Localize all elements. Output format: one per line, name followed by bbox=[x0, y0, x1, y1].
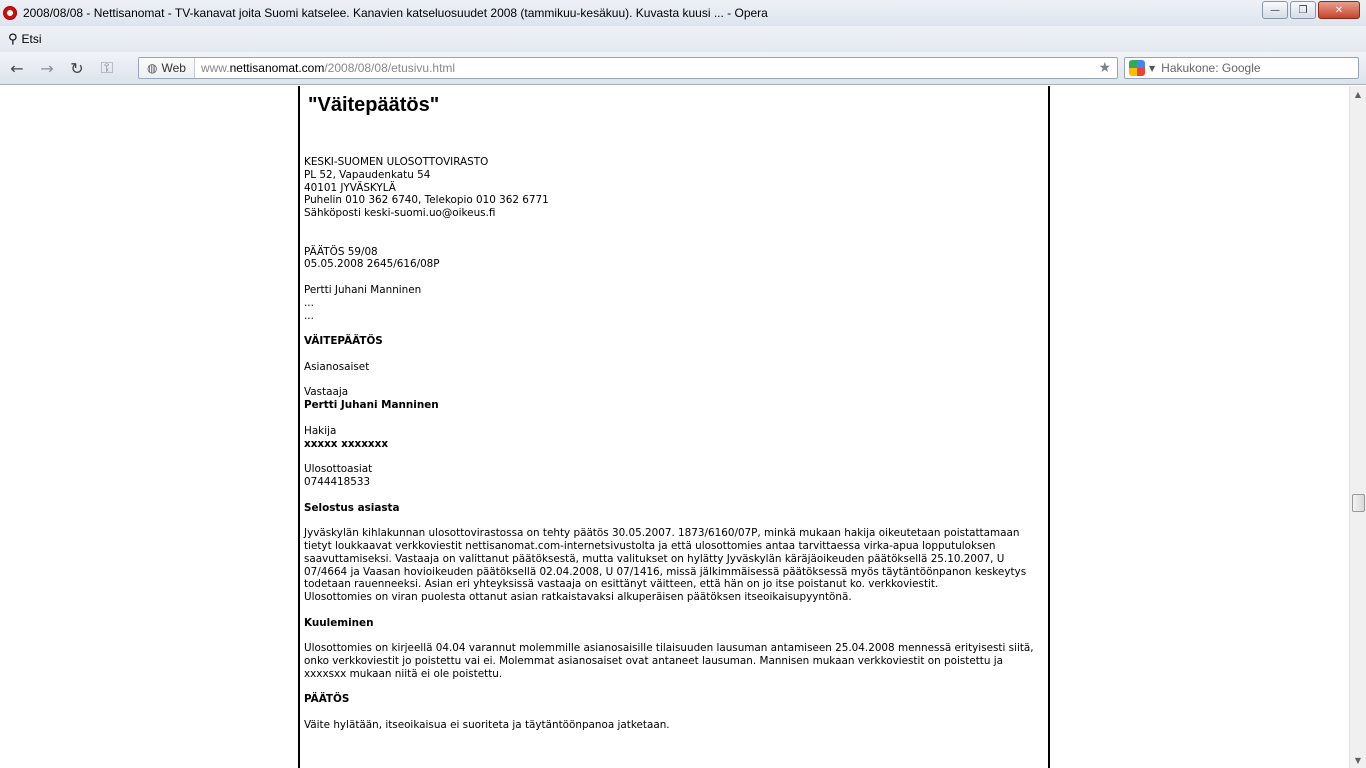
back-button[interactable] bbox=[4, 56, 30, 80]
document-body bbox=[304, 156, 1044, 745]
name-block: Pertti Juhani Manninen ... ... bbox=[304, 283, 422, 322]
search-menu-label: Etsi bbox=[21, 32, 42, 46]
globe-icon: ◍ bbox=[147, 61, 158, 75]
section-heading-selostus: Selostus asiasta bbox=[304, 501, 400, 514]
asianosaiset-label: Asianosaiset bbox=[304, 360, 370, 373]
ulosottoasiat-label: Ulosottoasiat bbox=[304, 463, 373, 476]
scroll-up-arrow-icon[interactable]: ▲ bbox=[1354, 89, 1362, 99]
scroll-down-arrow-icon[interactable]: ▼ bbox=[1354, 755, 1362, 765]
kuuleminen-text: Ulosottomies on kirjeellä 04.04 varannut molemmille asianosaisille tilaisuuden lausuman antamiseen 25.04.2008 mennessä erityisesti siitä, onko verkkoviestit jo poistettu vai ei. Molemmat asianosaiset ovat antaneet lausuman. Mannisen mukaan verkkoviestit on poistettu ja xxxxsxx mukaan niitä ei ole poistettu. bbox=[304, 642, 1034, 680]
bookmark-star-icon[interactable]: ★ bbox=[1098, 60, 1111, 76]
minimize-button[interactable]: — bbox=[1262, 1, 1288, 19]
section-heading-vaitepaatos: VÄITEPÄÄTÖS bbox=[304, 335, 383, 348]
search-engine-placeholder: Hakukone: Google bbox=[1161, 61, 1261, 75]
hakija-label: Hakija bbox=[304, 424, 337, 437]
vastaaja-name: Pertti Juhani Manninen bbox=[304, 399, 439, 412]
forward-arrow-icon: → bbox=[40, 58, 54, 78]
selostus-text-2: Ulosottomies on viran puolesta ottanut asian ratkaistavaksi alkuperäisen päätöksen itseoikaisupyyntönä. bbox=[304, 591, 852, 604]
scrollbar-thumb[interactable] bbox=[1352, 494, 1365, 512]
url-path: /2008/08/08/etusivu.html bbox=[324, 61, 456, 75]
url-text[interactable] bbox=[195, 61, 1098, 75]
vastaaja-section bbox=[304, 386, 1044, 412]
ulosottoasiat-section bbox=[304, 463, 1044, 489]
site-info-badge[interactable] bbox=[139, 58, 195, 78]
hakija-section bbox=[304, 425, 1044, 451]
decision-number: PÄÄTÖS 59/08 05.05.2008 2645/616/08P bbox=[304, 245, 440, 271]
page-title: "Väitepäätös" bbox=[308, 94, 440, 116]
selostus-section bbox=[304, 527, 1044, 604]
url-host: nettisanomat.com bbox=[229, 61, 325, 75]
page-viewport bbox=[0, 86, 1366, 768]
section-heading-paatos: PÄÄTÖS bbox=[304, 693, 350, 706]
address-block: KESKI-SUOMEN ULOSOTTOVIRASTO PL 52, Vapaudenkatu 54 40101 JYVÄSKYLÄ Puhelin 010 362 6740, Telekopio 010 362 6771 Sähköposti keski-suomi.uo@oikeus.fi bbox=[304, 156, 549, 220]
hakija-name: xxxxx xxxxxxx bbox=[304, 437, 389, 450]
reload-icon: ↻ bbox=[70, 58, 84, 78]
close-button[interactable]: ✕ bbox=[1318, 1, 1360, 19]
search-icon: ⚲ bbox=[8, 31, 18, 47]
url-prefix: www. bbox=[200, 61, 230, 75]
chevron-down-icon[interactable]: ▼ bbox=[1149, 63, 1156, 73]
navigation-toolbar bbox=[0, 52, 1366, 85]
site-info-label: Web bbox=[161, 61, 186, 75]
section-heading-kuuleminen: Kuuleminen bbox=[304, 616, 374, 629]
key-icon: ⚿ bbox=[100, 58, 114, 77]
ulosottoasiat-value: 0744418533 bbox=[304, 475, 371, 488]
search-engine-field[interactable] bbox=[1124, 57, 1359, 79]
article-column bbox=[298, 86, 1050, 768]
vertical-scrollbar[interactable] bbox=[1349, 86, 1366, 768]
menu-bar bbox=[0, 26, 1366, 52]
opera-logo-icon bbox=[3, 6, 17, 20]
address-bar[interactable] bbox=[138, 57, 1118, 79]
reload-button[interactable] bbox=[64, 56, 90, 80]
maximize-button[interactable]: ❐ bbox=[1290, 1, 1316, 19]
window-title: 2008/08/08 - Nettisanomat - TV-kanavat joita Suomi katselee. Kanavien katseluosuudet 2008 (tammikuu-kesäkuu). Kuvasta kuusi ... - Opera bbox=[23, 6, 768, 20]
selostus-text: Jyväskylän kihlakunnan ulosottovirastossa on tehty päätös 30.05.2007. 1873/6160/07P, minkä mukaan hakija oikeutetaan poistattamaan tietyt loukkaavat verkkoviestit nettisanomat.com-internetsivustolta ja että ulosottomies antaa tarvittaessa virka-apua lopputuloksen saavuttamiseksi. Vastaaja on valittanut päätöksestä, mutta valitukset on hylätty Jyväskylän käräjäoikeuden päätöksellä 25.10.2007, U 07/4664 ja Vaasan hovioikeuden päätöksellä 02.04.2008, U 07/1416, missä jälkimmäisessä päätöksessä myös täytäntöönpanon keskeytys todetaan rauenneeksi. Asian eri yhteyksissä vastaaja on esittänyt väitteen, että hän on jo itse poistanut ko. verkkoviestit. bbox=[304, 527, 1027, 591]
vastaaja-label: Vastaaja bbox=[304, 386, 349, 399]
window-controls bbox=[1262, 1, 1360, 19]
forward-button[interactable] bbox=[34, 56, 60, 80]
wand-button[interactable] bbox=[94, 56, 120, 80]
search-menu-button[interactable] bbox=[8, 32, 42, 47]
google-icon[interactable] bbox=[1129, 60, 1145, 76]
paatos-text: Väite hylätään, itseoikaisua ei suoriteta ja täytäntöönpanoa jatketaan. bbox=[304, 719, 670, 732]
back-arrow-icon: ← bbox=[10, 58, 24, 78]
window-titlebar bbox=[0, 0, 1366, 26]
